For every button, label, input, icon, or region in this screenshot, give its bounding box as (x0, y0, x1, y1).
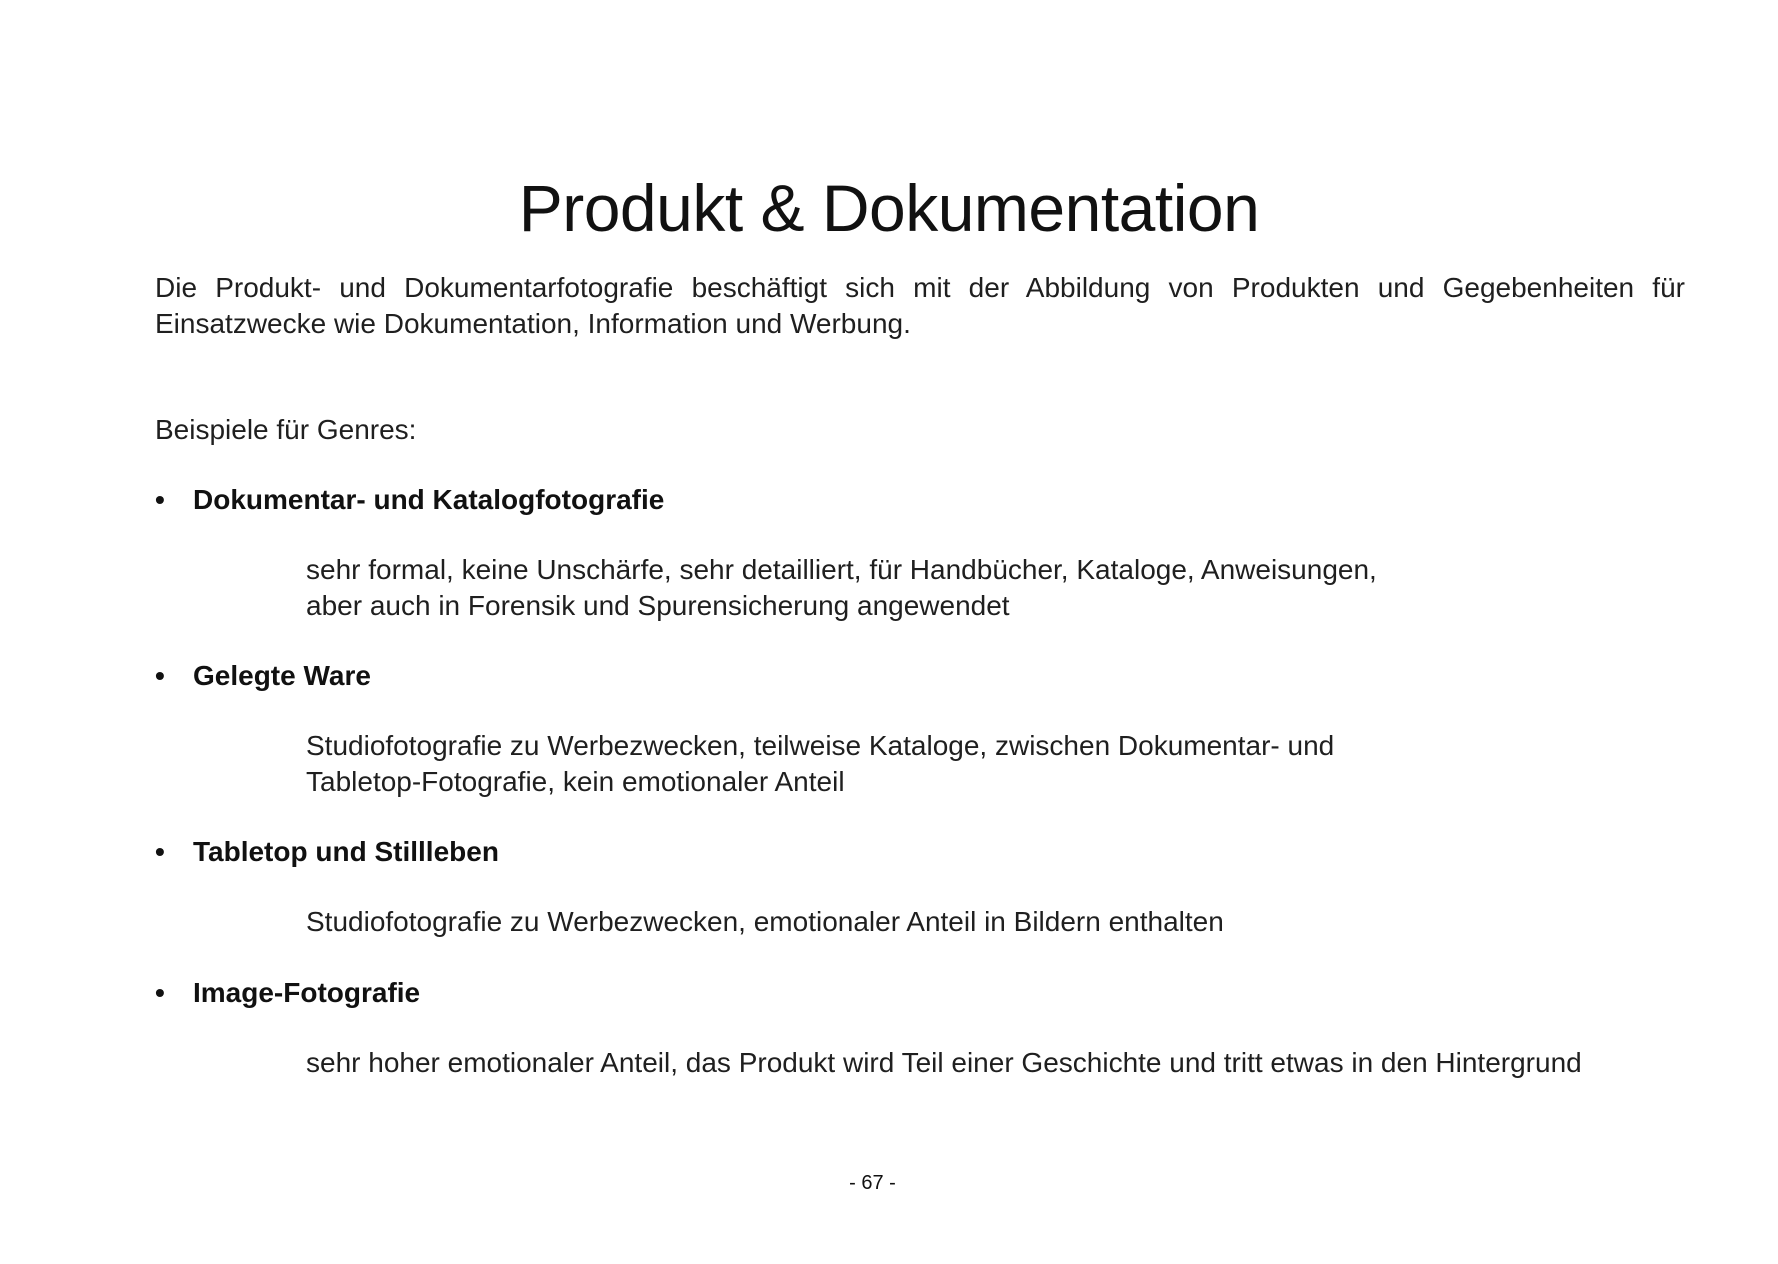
genre-description-line: Studiofotografie zu Werbezwecken, teilweise Kataloge, zwischen Dokumentar- und (306, 730, 1335, 761)
genre-description-line: sehr formal, keine Unschärfe, sehr detailliert, für Handbücher, Kataloge, Anweisungen, (306, 554, 1377, 585)
genre-description-line: aber auch in Forensik und Spurensicherung angewendet (306, 590, 1010, 621)
genre-description (306, 552, 1706, 624)
genre-description-line: Tabletop-Fotografie, kein emotionaler Anteil (306, 766, 845, 797)
genre-description (306, 1045, 1706, 1081)
genre-description-line: sehr hoher emotionaler Anteil, das Produkt wird Teil einer Geschichte und tritt etwas in den Hintergrund (306, 1047, 1582, 1078)
bullet-icon: • (155, 484, 165, 515)
genre-heading (155, 658, 1685, 694)
page-number: - 67 - (849, 1172, 896, 1194)
page-title: Produkt & Dokumentation (518, 171, 1260, 245)
genre-name: Gelegte Ware (193, 660, 371, 691)
genre-list-item (155, 975, 1685, 1081)
genre-description (306, 728, 1706, 800)
genre-heading (155, 834, 1685, 870)
genre-name: Dokumentar- und Katalogfotografie (193, 484, 665, 515)
genre-list-item (155, 482, 1685, 624)
bullet-icon: • (155, 836, 165, 867)
genre-list-item (155, 834, 1685, 940)
intro-paragraph: Die Produkt- und Dokumentarfotografie beschäftigt sich mit der Abbildung von Produkten und Gegebenheiten für Einsatzwecke wie Dokumentation, Information und Werbung. (155, 272, 1685, 339)
genre-list-item (155, 658, 1685, 800)
genre-description (306, 904, 1706, 940)
genre-heading (155, 482, 1685, 518)
genre-heading (155, 975, 1685, 1011)
bullet-icon: • (155, 977, 165, 1008)
genre-description-line: Studiofotografie zu Werbezwecken, emotionaler Anteil in Bildern enthalten (306, 906, 1224, 937)
genres-label: Beispiele für Genres: (155, 414, 417, 445)
genre-name: Image-Fotografie (193, 977, 421, 1008)
bullet-icon: • (155, 660, 165, 691)
genre-name: Tabletop und Stillleben (193, 836, 499, 867)
